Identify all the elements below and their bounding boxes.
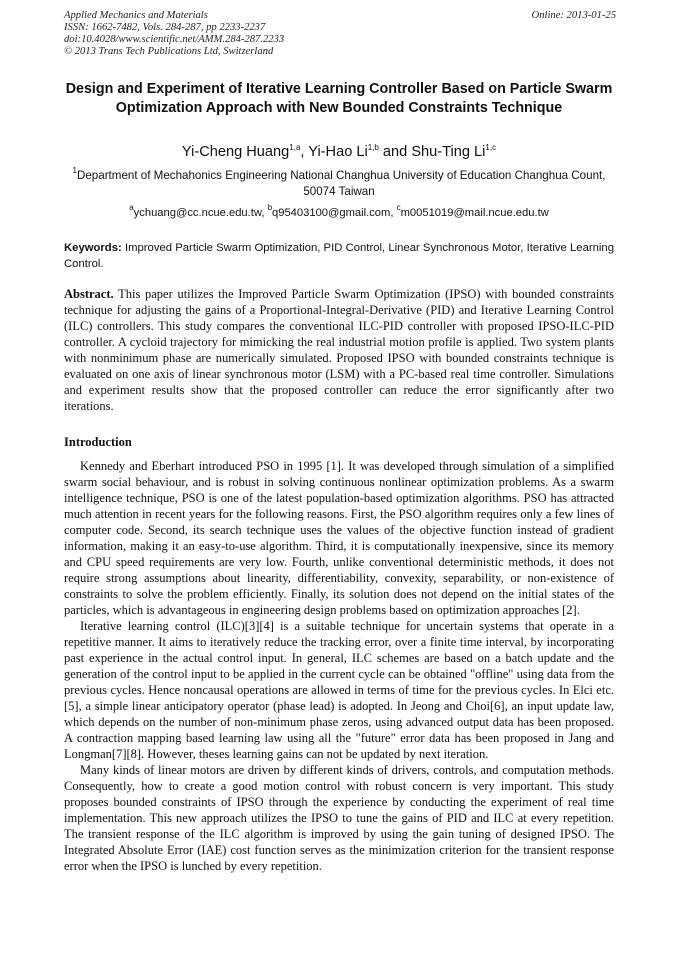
paper-title: Design and Experiment of Iterative Learning Controller Based on Particle Swarm Optimization Approach with New Bounded Constraints Technique xyxy=(65,81,613,116)
author-conjunction: and xyxy=(378,144,412,160)
abstract-text: This paper utilizes the Improved Particle Swarm Optimization (IPSO) with bounded constraints technique for adjusting the gains of a Proportional-Integral-Derivative (PID) and Iterative Learning Control (ILC) controllers. This study compares the conventional ILC-PID controller with proposed IPSO-ILC-PID controller. A cycloid trajectory for mimicking the real industrial motion profile is applied. Two system plants with nonminimum phase are numerically simulated. Proposed IPSO with bounded constraints technique is evaluated on one axis of linear synchronous motor (LSM) with a PC-based real time controller. Simulations and experiment results show that the proposed controller can reduce the error significantly after two iterations. xyxy=(64,287,614,413)
author-name: Shu-Ting Li xyxy=(411,144,486,160)
copyright-line: © 2013 Trans Tech Publications Ltd, Switzerland xyxy=(64,46,274,57)
introduction-body xyxy=(64,458,614,874)
online-date: Online: 2013-01-25 xyxy=(531,10,616,21)
email-mark: c xyxy=(396,203,401,212)
author-affiliation-mark: 1,a xyxy=(289,143,301,152)
paragraph: Many kinds of linear motors are driven by different kinds of drivers, controls, and computation methods. Consequently, how to create a good motion control with robust concern is very important. This study proposes bounded constraints of IPSO through the experience by conducting the experiment of real time implementation. This new approach utilizes the IPSO to tune the gains of PID and ILC at every repetition. The transient response of the ILC algorithm is improved by using the gain tuning of designed IPSO. The Integrated Absolute Error (IAE) cost function serves as the minimization criterion for the transient response error when the IPSO is lunched by every repetition. xyxy=(64,763,614,873)
email-address: m0051019@mail.ncue.edu.tw xyxy=(400,207,549,219)
author-affiliation-mark: 1,b xyxy=(367,143,379,152)
author-list xyxy=(50,142,628,162)
affiliation-text: Department of Mechahonics Engineering National Changhua University of Education Changhua Count, 50074 Taiwan xyxy=(76,169,606,198)
journal-name: Applied Mechanics and Materials xyxy=(64,10,208,21)
affiliation-mark: 1 xyxy=(72,166,77,175)
email-address: ychuang@cc.ncue.edu.tw, xyxy=(133,207,268,219)
email-mark: b xyxy=(267,203,273,212)
paragraph: Iterative learning control (ILC)[3][4] is a suitable technique for uncertain systems that operate in a repetitive manner. It aims to iteratively reduce the tracking error, over a finite time interval, by incorporating past experience in the actual control input. In general, ILC schemes are based on a batch update and the generation of the control input to be applied in the current cycle can be obtained "offline" using data from the previous cycles. Hence noncausal operations are allowed in terms of time for the previous cycles. In Elci etc.[5], a simple linear anticipatory operator (phase lead) is adopted. In Jeong and Choi[6], an input update law, which depends on the number of non-minimum phase zeros, using advanced output data has been proposed. A contraction mapping based learning law using all the "future" error data has been proposed in Jang and Longman[7][8]. However, theses learning gains can not be updated by next iteration. xyxy=(64,619,614,761)
author-name: Yi-Hao Li xyxy=(308,144,368,160)
journal-header xyxy=(64,10,616,58)
email-list xyxy=(60,203,618,220)
keywords-label: Keywords: xyxy=(64,242,122,254)
issn-line: ISSN: 1662-7482, Vols. 284-287, pp 2233-2237 xyxy=(64,22,266,33)
paragraph: Kennedy and Eberhart introduced PSO in 1995 [1]. It was developed through simulation of a simplified swarm social behaviour, and is robust in solving continuous nonlinear optimization problems. As a swarm intelligence technique, PSO is one of the latest population-based optimization algorithms. PSO has attracted much attention in recent years for the following reasons. First, the PSO algorithm requires only a few lines of computer code. Second, its search technique uses the values of the objective function instead of gradient information, making it an easy-to-use algorithm. Third, it is computationally inexpensive, since its memory and CPU speed requirements are very low. Fourth, unlike conventional deterministic methods, it does not require strong assumptions about linearity, differentiability, convexity, separability, or non-existence of constraints to solve the problem efficiently. Finally, its solution does not depend on the initial states of the particles, which is advantageous in engineering design problems based on optimization approaches [2]. xyxy=(64,459,614,617)
author-affiliation-mark: 1,c xyxy=(485,143,497,152)
email-mark: a xyxy=(129,203,134,212)
introduction-heading: Introduction xyxy=(64,435,132,449)
author-separator: , xyxy=(300,144,309,160)
affiliation xyxy=(60,168,618,200)
keywords xyxy=(64,240,614,272)
email-address: q95403100@gmail.com, xyxy=(272,207,397,219)
keywords-text: Improved Particle Swarm Optimization, PID Control, Linear Synchronous Motor, Iterative Learning Control. xyxy=(64,242,614,270)
author-name: Yi-Cheng Huang xyxy=(181,144,290,160)
doi-line: doi:10.4028/www.scientific.net/AMM.284-287.2233 xyxy=(64,34,285,45)
abstract xyxy=(64,286,614,414)
abstract-label: Abstract. xyxy=(64,287,114,301)
